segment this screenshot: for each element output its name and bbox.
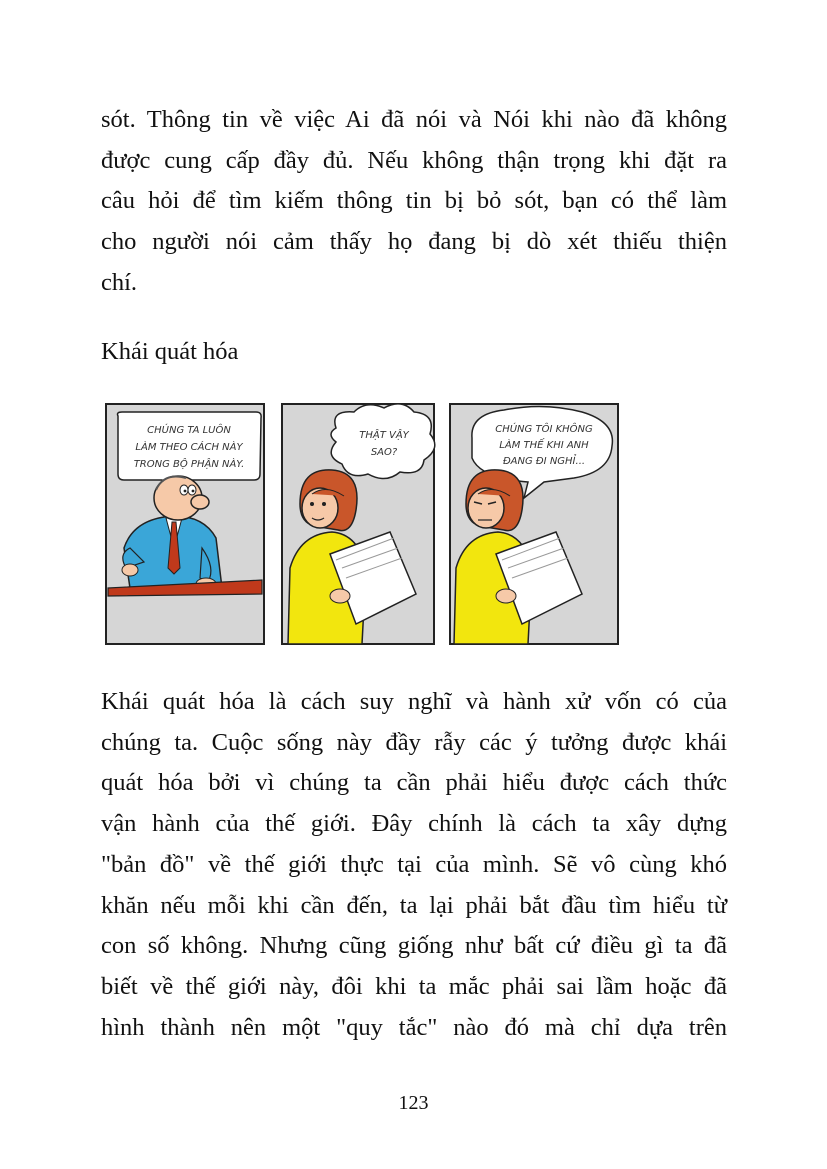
text-line: "bản đồ" về thế giới thực tại của mình. Sẽ vô cùng khó — [101, 850, 727, 878]
bubble-text-2: SAO? — [370, 447, 398, 458]
bubble-text-3: ĐANG ĐI NGHỈ... — [502, 456, 586, 467]
text-line: biết về thế giới này, đôi khi ta mắc phải sai lầm hoặc đã — [101, 972, 727, 1000]
text-line: chúng ta. Cuộc sống này đầy rẫy các ý tưởng được khái — [101, 728, 727, 756]
text-line: chí. — [101, 268, 138, 296]
bubble-text-1: CHÚNG TA LUÔN — [147, 425, 231, 436]
bubble-text-3: CHÚNG TÔI KHÔNG — [495, 424, 593, 435]
comic-panel-2 — [282, 404, 435, 644]
text-line: hình thành nên một "quy tắc" nào đó mà chỉ dựa trên — [101, 1013, 727, 1041]
paragraph-2 — [101, 682, 727, 1048]
text-line: vận hành của thế giới. Đây chính là cách ta xây dựng — [101, 810, 727, 838]
bubble-text-1: LÀM THEO CÁCH NÀY — [135, 442, 243, 453]
page-number: 123 — [398, 1092, 429, 1114]
text-line: con số không. Nhưng cũng giống như bất cứ điều gì ta đã — [101, 932, 727, 960]
comic-panel-1 — [106, 404, 264, 644]
paragraph-1 — [101, 100, 727, 304]
text-line: quát hóa bởi vì chúng ta cần phải hiểu được cách thức — [101, 769, 727, 797]
text-line: sót. Thông tin về việc Ai đã nói và Nói khi nào đã không — [101, 106, 727, 133]
text-line: cho người nói cảm thấy họ đang bị dò xét thiếu thiện — [101, 228, 727, 256]
bubble-text-3: LÀM THẾ KHI ANH — [499, 440, 589, 451]
bubble-text-2: THẬT VẬY — [359, 430, 409, 441]
section-heading: Khái quát hóa — [101, 338, 239, 365]
comic-strip — [104, 398, 620, 650]
text-line: câu hỏi để tìm kiếm thông tin bị bỏ sót, bạn có thể làm — [101, 187, 727, 215]
bubble-text-1: TRONG BỘ PHẬN NÀY. — [133, 459, 245, 470]
text-line: Khái quát hóa là cách suy nghĩ và hành xử vốn có của — [101, 688, 727, 715]
text-line: khăn nếu mỗi khi cần đến, ta lại phải bắt đầu tìm hiểu từ — [101, 891, 727, 919]
text-line: được cung cấp đầy đủ. Nếu không thận trọng khi đặt ra — [101, 146, 727, 174]
comic-panel-3 — [450, 404, 618, 644]
